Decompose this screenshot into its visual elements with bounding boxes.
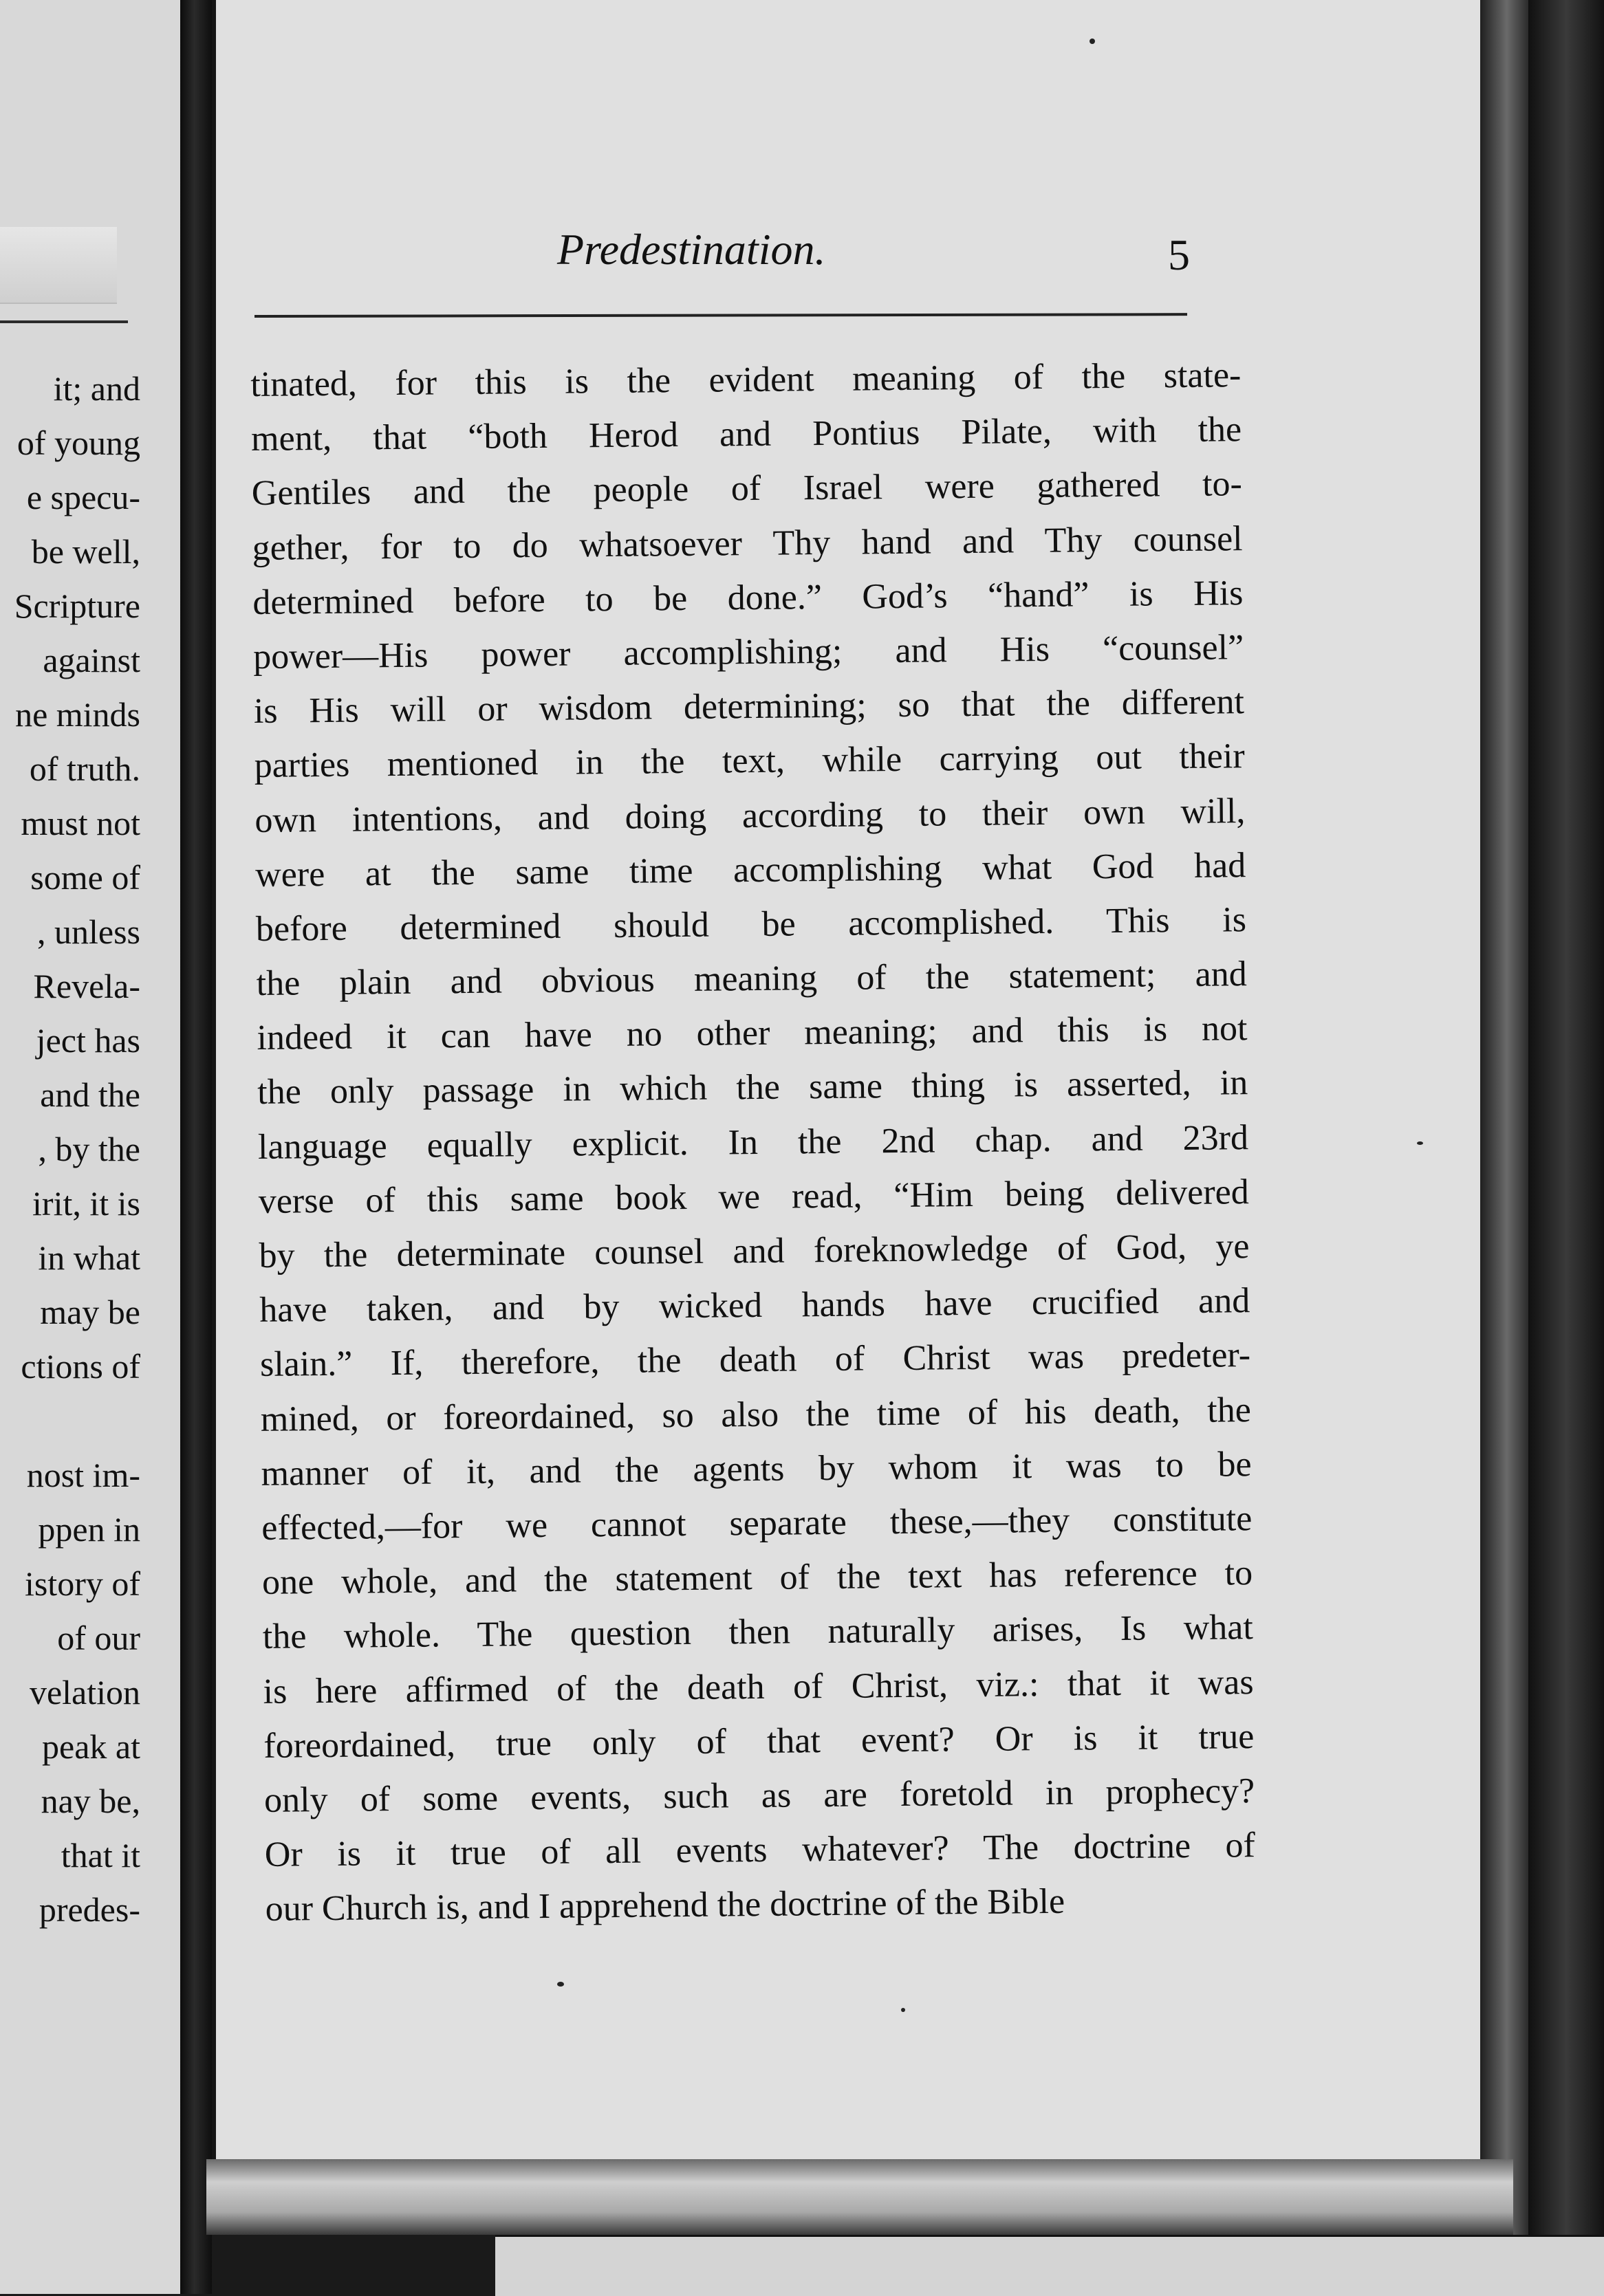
text-line: ment, that “both Herod and Pontius Pilate, with the: [250, 410, 1242, 459]
page-number: 5: [1168, 230, 1190, 279]
text-line: velation: [29, 1673, 140, 1712]
text-line: , unless: [37, 912, 140, 951]
text-line: Or is it true of all events whatever? The doctrine of: [264, 1826, 1256, 1874]
page-header: [213, 224, 1190, 286]
text-line: ppen in: [38, 1510, 140, 1549]
text-line: Scripture: [14, 587, 140, 625]
ink-speck: [1090, 39, 1095, 44]
text-line: the only passage in which the same thing is asserted, in: [257, 1063, 1248, 1113]
text-line: slain.” If, therefore, the death of Christ was predeter-: [259, 1335, 1251, 1385]
text-line: irit, it is: [32, 1184, 140, 1223]
text-line: may be: [40, 1293, 140, 1331]
text-line: the plain and obvious meaning of the statement; and: [256, 954, 1247, 1004]
text-line: and the: [40, 1075, 140, 1114]
text-line: have taken, and by wicked hands have crucified and: [259, 1281, 1250, 1331]
text-line: own intentions, and doing according to their own will,: [254, 791, 1246, 840]
text-line: nay be,: [41, 1782, 140, 1820]
previous-page-text: [14, 362, 140, 1937]
text-line: istory of: [24, 1564, 140, 1603]
book-gutter: [180, 0, 212, 2294]
text-line: Revela-: [33, 967, 140, 1005]
previous-page-fragment: [0, 0, 180, 2294]
scan-background-strip: [495, 2235, 1604, 2296]
text-line: in what: [38, 1238, 140, 1277]
text-line: gether, for to do whatsoever Thy hand and Thy counsel: [252, 518, 1243, 568]
text-line: one whole, and the statement of the text has reference to: [261, 1553, 1253, 1603]
ink-speck: [557, 1982, 564, 1987]
text-line: were at the same time accomplishing what God had: [254, 845, 1246, 895]
previous-page-header-rule: [0, 320, 128, 323]
text-line: , by the: [38, 1130, 140, 1168]
text-line: effected,—for we cannot separate these,—they constitute: [261, 1499, 1253, 1548]
library-stamp: [0, 227, 117, 304]
text-line: of our: [57, 1619, 140, 1657]
text-line: of young: [17, 424, 140, 462]
text-line: verse of this same book we read, “Him being delivered: [258, 1172, 1249, 1221]
text-line: must not: [21, 804, 140, 842]
text-line: is His will or wisdom determining; so that the different: [253, 682, 1245, 732]
text-line: by the determinate counsel and foreknowledge of God, ye: [259, 1227, 1250, 1276]
text-line: it; and: [53, 369, 140, 408]
text-line: predes-: [39, 1890, 140, 1929]
page-edge-right: [1480, 0, 1528, 2294]
text-line: power—His power accomplishing; and His “counsel”: [252, 628, 1244, 677]
text-line: ject has: [36, 1021, 140, 1060]
ink-speck: [1417, 1141, 1423, 1145]
text-line: foreordained, true only of that event? Or is it true: [263, 1716, 1255, 1766]
text-line: is here affirmed of the death of Christ, viz.: that it was: [263, 1662, 1254, 1712]
book-cover-edge: [1528, 0, 1604, 2294]
text-line: our Church is, and I apprehend the doctrine of the Bible: [265, 1881, 1065, 1929]
text-line: language equally explicit. In the 2nd chap. and 23rd: [257, 1117, 1249, 1167]
text-line: before determined should be accomplished. This is: [255, 900, 1247, 949]
text-line: that it: [61, 1836, 140, 1874]
text-line: some of: [30, 858, 140, 897]
text-line: mined, or foreordained, so also the time of his death, the: [260, 1390, 1252, 1439]
text-line: ne minds: [15, 695, 140, 734]
text-line: nost im-: [26, 1456, 140, 1494]
running-title: Predestination.: [557, 225, 826, 274]
ink-speck: [901, 2008, 905, 2012]
body-text: [250, 348, 1256, 1936]
page-edge-bottom: [206, 2159, 1513, 2235]
text-line: Gentiles and the people of Israel were gathered to-: [251, 464, 1243, 514]
text-line: peak at: [42, 1727, 140, 1766]
text-line: ctions of: [21, 1347, 140, 1386]
text-line: e specu-: [26, 478, 140, 516]
text-line: [14, 1394, 140, 1448]
text-line: tinated, for this is the evident meaning of the state-: [250, 356, 1242, 404]
text-line: determined before to be done.” God’s “hand” is His: [252, 573, 1244, 622]
text-line: the whole. The question then naturally arises, Is what: [262, 1608, 1254, 1657]
text-line: parties mentioned in the text, while carrying out their: [254, 736, 1245, 786]
text-line: manner of it, and the agents by whom it was to be: [261, 1444, 1252, 1494]
text-line: only of some events, such as are foretold in prophecy?: [263, 1771, 1255, 1820]
text-line: against: [43, 641, 140, 679]
text-line: indeed it can have no other meaning; and this is not: [257, 1009, 1248, 1058]
text-line: be well,: [31, 532, 140, 571]
text-line: of truth.: [29, 750, 140, 788]
